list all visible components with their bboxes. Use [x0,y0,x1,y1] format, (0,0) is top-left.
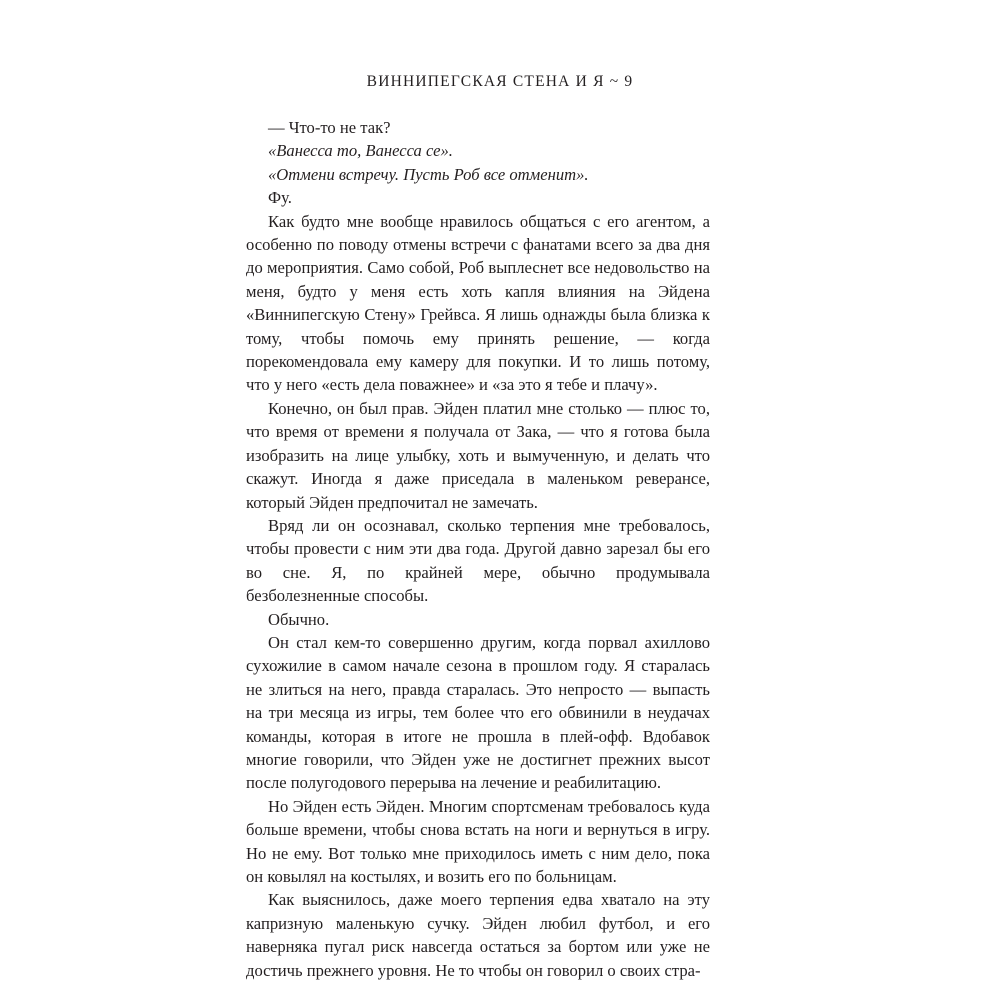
paragraph: Обычно. [268,609,330,629]
page-body [246,116,710,982]
paragraph: Как будто мне вообще нравилось общаться с его агентом, а особенно по поводу отмены встречи с фанатами всего за два дня до мероприятия. Само собой, Роб выплеснет все недовольство на меня, будто у меня есть хоть капля влияния на Эйдена «Виннипегскую Стену» Грейвса. Я лишь однажды была близка к тому, чтобы помочь ему принять решение, — когда порекомендовала ему камеру для покупки. И то лишь потому, что у него «есть дела поважнее» и «за это я тебе и плачу». [246,211,710,395]
paragraph: Но Эйден есть Эйден. Многим спортсменам требовалось куда больше времени, чтобы снова встать на ноги и вернуться в игру. Но не ему. Вот только мне приходилось иметь с ним дело, пока он ковылял на костылях, и возить его по больницам. [246,796,710,886]
running-head: ВИННИПЕГСКАЯ СТЕНА И Я ~ 9 [366,73,634,90]
paragraph: Фу. [268,188,292,208]
dialogue-line: — Что-то не так? [268,118,391,137]
paragraph: Вряд ли он осознавал, сколько терпения мне требовалось, чтобы провести с ним эти два года. Другой давно зарезал бы его во сне. Я, по крайней мере, обычно продумывала безболезненные способы. [246,515,710,606]
paragraph: Он стал кем-то совершенно другим, когда порвал ахиллово сухожилие в самом начале сезона в прошлом году. Я старалась не злиться на него, правда старалась. Это непросто — выпасть на три месяца из игры, тем более что его обвинили в неудачах команды, которая в итоге не прошла в плей-офф. Вдобавок многие говорили, что Эйден уже не достигнет прежних высот после полугодового перерыва на лечение и реабилитацию. [246,632,710,793]
quoted-thought: «Ванесса то, Ванесса се». [268,141,453,161]
quoted-thought: «Отмени встречу. Пусть Роб все отменит». [268,164,589,184]
paragraph: Как выяснилось, даже моего терпения едва хватало на эту капризную маленькую сучку. Эйден любил футбол, и его наверняка пугал риск навсегда остаться за бортом или уже не достичь прежнего уровня. Не то чтобы он говорил о своих стра- [246,890,710,980]
paragraph: Конечно, он был прав. Эйден платил мне столько — плюс то, что время от времени я получала от Зака, — что я готова была изобразить на лице улыбку, хоть и вымученную, и делать что скажут. Иногда я даже приседала в маленьком реверансе, который Эйден предпочитал не замечать. [246,398,710,512]
